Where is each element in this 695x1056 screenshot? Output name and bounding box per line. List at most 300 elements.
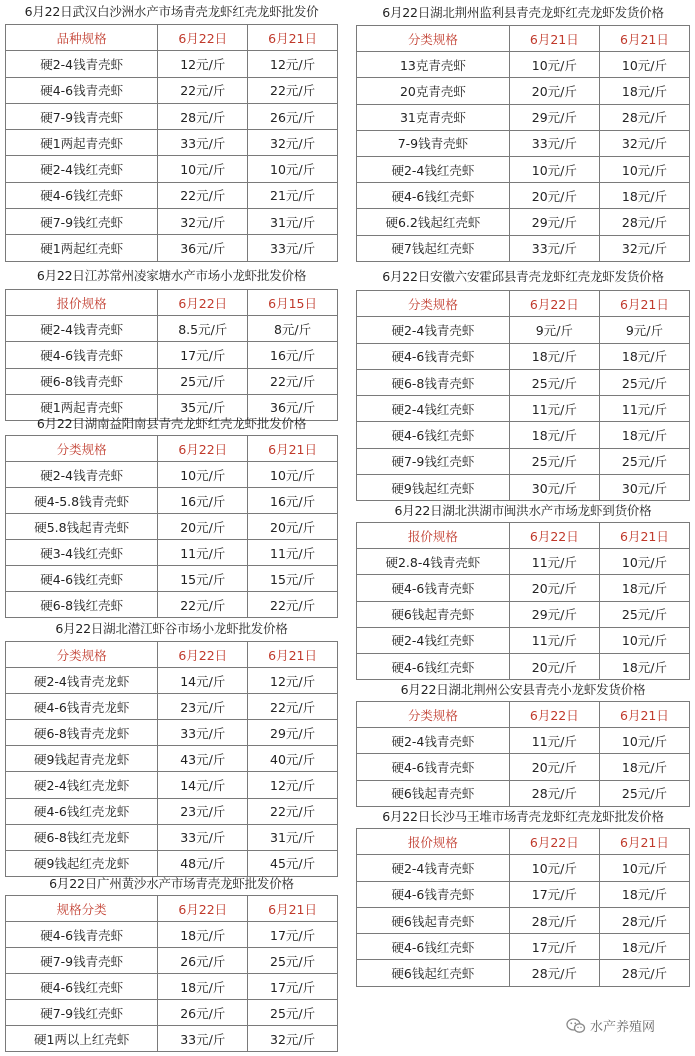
- table-row: [6, 540, 338, 566]
- price-cell: 25元/斤: [599, 369, 689, 395]
- table-row: [357, 235, 690, 261]
- spec-cell: 硬2-4钱青壳虾: [6, 51, 158, 77]
- price-cell: 20元/斤: [509, 183, 599, 209]
- table-row: [357, 907, 690, 933]
- price-cell: 18元/斤: [509, 343, 599, 369]
- price-block: [5, 413, 338, 618]
- price-cell: 28元/斤: [509, 780, 599, 806]
- price-cell: 25元/斤: [509, 369, 599, 395]
- table-row: [357, 754, 690, 780]
- price-cell: 11元/斤: [509, 549, 599, 575]
- price-cell: 14元/斤: [158, 668, 248, 694]
- price-cell: 25元/斤: [509, 448, 599, 474]
- spec-cell: 硬4-6钱青壳虾: [357, 575, 510, 601]
- price-cell: 17元/斤: [509, 934, 599, 960]
- price-cell: 15元/斤: [158, 566, 248, 592]
- price-cell: 18元/斤: [599, 183, 689, 209]
- header-date-cell: 6月22日: [158, 436, 248, 462]
- spec-cell: 硬2-4钱红壳虾: [357, 627, 510, 653]
- spec-cell: 7-9钱青壳虾: [357, 130, 510, 156]
- table-row: [357, 881, 690, 907]
- price-table: [5, 435, 338, 618]
- price-cell: 28元/斤: [509, 907, 599, 933]
- price-cell: 10元/斤: [599, 156, 689, 182]
- price-cell: 10元/斤: [599, 549, 689, 575]
- spec-cell: 硬4-6钱红壳虾: [6, 182, 158, 208]
- price-cell: 20元/斤: [158, 514, 248, 540]
- table-row: [6, 592, 338, 618]
- spec-cell: 硬7-9钱青壳虾: [6, 948, 158, 974]
- table-row: [6, 130, 338, 156]
- table-row: [6, 103, 338, 129]
- price-table: [356, 828, 690, 987]
- price-table: [356, 290, 690, 501]
- price-cell: 33元/斤: [158, 1026, 248, 1052]
- spec-cell: 硬6.2钱起红壳虾: [357, 209, 510, 235]
- price-table: [356, 701, 690, 807]
- table-row: [6, 77, 338, 103]
- spec-cell: 硬4-6钱红壳龙虾: [6, 798, 158, 824]
- price-cell: 21元/斤: [248, 182, 338, 208]
- spec-cell: 硬9钱起红壳龙虾: [6, 850, 158, 876]
- table-row: [6, 462, 338, 488]
- table-row: [6, 51, 338, 77]
- header-date-cell: 6月21日: [599, 26, 689, 52]
- price-cell: 18元/斤: [599, 934, 689, 960]
- block-title: 6月22日安徽六安霍邱县青壳龙虾红壳龙虾发货价格: [382, 269, 664, 284]
- table-row: [357, 575, 690, 601]
- spec-cell: 硬6钱起青壳虾: [357, 780, 510, 806]
- table-header-row: [6, 436, 338, 462]
- price-cell: 16元/斤: [158, 488, 248, 514]
- spec-cell: 硬2-4钱红壳龙虾: [6, 772, 158, 798]
- price-cell: 33元/斤: [509, 235, 599, 261]
- price-cell: 23元/斤: [158, 798, 248, 824]
- price-cell: 10元/斤: [248, 462, 338, 488]
- table-row: [357, 369, 690, 395]
- block-title: 6月22日湖北荆州监利县青壳龙虾红壳龙虾发货价格: [382, 5, 664, 20]
- price-cell: 10元/斤: [599, 728, 689, 754]
- spec-cell: 硬6钱起红壳虾: [357, 960, 510, 986]
- price-table: [5, 641, 338, 877]
- spec-cell: 硬7-9钱红壳虾: [6, 1000, 158, 1026]
- price-cell: 29元/斤: [509, 209, 599, 235]
- table-row: [6, 772, 338, 798]
- block-title: 6月22日湖北潜江虾谷市场小龙虾批发价格: [55, 621, 288, 636]
- price-cell: 10元/斤: [599, 52, 689, 78]
- table-row: [357, 209, 690, 235]
- table-row: [6, 668, 338, 694]
- table-row: [357, 52, 690, 78]
- price-cell: 22元/斤: [158, 77, 248, 103]
- price-cell: 25元/斤: [248, 1000, 338, 1026]
- price-cell: 18元/斤: [509, 422, 599, 448]
- price-cell: 25元/斤: [599, 601, 689, 627]
- spec-cell: 硬4-6钱红壳虾: [357, 422, 510, 448]
- wechat-icon: [566, 1018, 586, 1034]
- price-cell: 10元/斤: [509, 156, 599, 182]
- header-date-cell: 6月22日: [509, 291, 599, 317]
- price-cell: 18元/斤: [158, 922, 248, 948]
- price-cell: 32元/斤: [248, 130, 338, 156]
- price-cell: 48元/斤: [158, 850, 248, 876]
- price-cell: 26元/斤: [158, 948, 248, 974]
- header-date-cell: 6月22日: [509, 702, 599, 728]
- price-cell: 17元/斤: [248, 922, 338, 948]
- price-cell: 16元/斤: [248, 342, 338, 368]
- block-title: 6月22日长沙马王堆市场青壳龙虾红壳龙虾批发价格: [382, 809, 664, 824]
- price-cell: 25元/斤: [158, 368, 248, 394]
- spec-cell: 20克青壳虾: [357, 78, 510, 104]
- price-cell: 35元/斤: [158, 394, 248, 420]
- price-cell: 17元/斤: [509, 881, 599, 907]
- spec-cell: 硬2-4钱红壳虾: [6, 156, 158, 182]
- table-row: [357, 934, 690, 960]
- table-row: [357, 448, 690, 474]
- table-row: [6, 209, 338, 235]
- header-date-cell: 6月22日: [158, 642, 248, 668]
- block-title: 6月22日湖北洪湖市闽洪水产市场龙虾到货价格: [394, 503, 652, 518]
- table-row: [6, 694, 338, 720]
- header-date-cell: 6月22日: [158, 896, 248, 922]
- spec-cell: 硬4-6钱青壳龙虾: [6, 694, 158, 720]
- price-cell: 20元/斤: [509, 575, 599, 601]
- price-table: [5, 895, 338, 1052]
- spec-cell: 硬4-6钱青壳虾: [357, 881, 510, 907]
- block-title: 6月22日武汉白沙洲水产市场青壳龙虾红壳龙虾批发价: [24, 4, 319, 19]
- header-spec-cell: 报价规格: [357, 829, 510, 855]
- price-cell: 12元/斤: [158, 51, 248, 77]
- price-cell: 11元/斤: [509, 627, 599, 653]
- price-cell: 10元/斤: [599, 627, 689, 653]
- price-block: [356, 264, 690, 501]
- price-cell: 36元/斤: [248, 394, 338, 420]
- price-cell: 30元/斤: [599, 475, 689, 501]
- spec-cell: 硬6-8钱青壳龙虾: [6, 720, 158, 746]
- block-title: 6月22日江苏常州凌家塘水产市场小龙虾批发价格: [36, 268, 307, 283]
- price-cell: 22元/斤: [248, 368, 338, 394]
- price-cell: 32元/斤: [599, 235, 689, 261]
- price-cell: 20元/斤: [509, 653, 599, 679]
- spec-cell: 硬2-4钱红壳虾: [357, 156, 510, 182]
- header-date-cell: 6月22日: [158, 25, 248, 51]
- price-cell: 11元/斤: [158, 540, 248, 566]
- price-cell: 25元/斤: [248, 948, 338, 974]
- table-row: [357, 78, 690, 104]
- price-cell: 20元/斤: [248, 514, 338, 540]
- table-row: [6, 342, 338, 368]
- price-cell: 10元/斤: [158, 462, 248, 488]
- price-cell: 33元/斤: [248, 235, 338, 261]
- price-cell: 16元/斤: [248, 488, 338, 514]
- spec-cell: 硬4-6钱红壳虾: [6, 566, 158, 592]
- spec-cell: 硬2-4钱青壳虾: [6, 462, 158, 488]
- spec-cell: 硬6钱起青壳虾: [357, 601, 510, 627]
- price-cell: 10元/斤: [509, 52, 599, 78]
- price-cell: 9元/斤: [599, 317, 689, 343]
- spec-cell: 硬1两起青壳虾: [6, 394, 158, 420]
- table-row: [6, 948, 338, 974]
- table-row: [6, 922, 338, 948]
- price-table: [356, 25, 690, 262]
- table-row: [357, 728, 690, 754]
- spec-cell: 硬7钱起红壳虾: [357, 235, 510, 261]
- header-date-cell: 6月22日: [509, 829, 599, 855]
- table-header-row: [6, 642, 338, 668]
- table-header-row: [357, 523, 690, 549]
- spec-cell: 硬4-6钱红壳虾: [357, 653, 510, 679]
- spec-cell: 硬2-4钱青壳虾: [6, 316, 158, 342]
- price-cell: 28元/斤: [599, 104, 689, 130]
- table-row: [357, 343, 690, 369]
- price-cell: 18元/斤: [599, 422, 689, 448]
- block-title: 6月22日广州黄沙水产市场青壳龙虾批发价格: [49, 876, 294, 891]
- price-cell: 26元/斤: [248, 103, 338, 129]
- spec-cell: 硬6-8钱青壳虾: [6, 368, 158, 394]
- header-date-cell: 6月21日: [248, 436, 338, 462]
- price-cell: 22元/斤: [248, 694, 338, 720]
- table-row: [357, 855, 690, 881]
- price-cell: 29元/斤: [509, 601, 599, 627]
- price-cell: 28元/斤: [599, 960, 689, 986]
- spec-cell: 硬4-6钱青壳虾: [6, 922, 158, 948]
- spec-cell: 硬4-6钱红壳虾: [357, 934, 510, 960]
- price-cell: 11元/斤: [509, 728, 599, 754]
- header-date-cell: 6月21日: [599, 291, 689, 317]
- price-cell: 33元/斤: [158, 720, 248, 746]
- table-header-row: [6, 290, 338, 316]
- spec-cell: 硬4-6钱红壳虾: [357, 183, 510, 209]
- table-row: [6, 746, 338, 772]
- table-header-row: [357, 291, 690, 317]
- price-cell: 14元/斤: [158, 772, 248, 798]
- price-cell: 28元/斤: [599, 209, 689, 235]
- table-header-row: [6, 25, 338, 51]
- price-cell: 12元/斤: [248, 51, 338, 77]
- spec-cell: 硬2-4钱青壳虾: [357, 728, 510, 754]
- price-block: [5, 263, 338, 421]
- spec-cell: 硬5.8钱起青壳虾: [6, 514, 158, 540]
- table-row: [357, 601, 690, 627]
- price-cell: 8元/斤: [248, 316, 338, 342]
- price-table: [356, 522, 690, 680]
- table-row: [357, 104, 690, 130]
- price-cell: 11元/斤: [509, 396, 599, 422]
- price-block: [356, 805, 690, 987]
- header-date-cell: 6月22日: [509, 523, 599, 549]
- price-cell: 18元/斤: [158, 974, 248, 1000]
- price-block: [5, 872, 338, 1052]
- price-cell: 18元/斤: [599, 881, 689, 907]
- price-cell: 28元/斤: [158, 103, 248, 129]
- price-cell: 9元/斤: [509, 317, 599, 343]
- header-date-cell: 6月21日: [248, 25, 338, 51]
- table-header-row: [357, 26, 690, 52]
- table-row: [357, 422, 690, 448]
- spec-cell: 硬4-6钱青壳虾: [357, 343, 510, 369]
- table-row: [357, 627, 690, 653]
- header-date-cell: 6月21日: [509, 26, 599, 52]
- spec-cell: 硬2-4钱青壳虾: [357, 855, 510, 881]
- price-cell: 12元/斤: [248, 772, 338, 798]
- price-cell: 22元/斤: [248, 798, 338, 824]
- header-date-cell: 6月21日: [248, 642, 338, 668]
- price-cell: 36元/斤: [158, 235, 248, 261]
- spec-cell: 硬1两起青壳虾: [6, 130, 158, 156]
- table-row: [6, 514, 338, 540]
- table-row: [357, 653, 690, 679]
- price-cell: 23元/斤: [158, 694, 248, 720]
- price-cell: 26元/斤: [158, 1000, 248, 1026]
- price-cell: 12元/斤: [248, 668, 338, 694]
- price-cell: 8.5元/斤: [158, 316, 248, 342]
- price-cell: 43元/斤: [158, 746, 248, 772]
- table-row: [6, 824, 338, 850]
- table-header-row: [357, 829, 690, 855]
- spec-cell: 硬4-6钱红壳虾: [6, 974, 158, 1000]
- spec-cell: 硬7-9钱青壳虾: [6, 103, 158, 129]
- spec-cell: 硬2-4钱青壳龙虾: [6, 668, 158, 694]
- spec-cell: 31克青壳虾: [357, 104, 510, 130]
- price-cell: 28元/斤: [599, 907, 689, 933]
- price-cell: 20元/斤: [509, 78, 599, 104]
- header-date-cell: 6月15日: [248, 290, 338, 316]
- price-cell: 10元/斤: [599, 855, 689, 881]
- price-cell: 31元/斤: [248, 209, 338, 235]
- table-header-row: [6, 896, 338, 922]
- table-row: [6, 488, 338, 514]
- price-cell: 31元/斤: [248, 824, 338, 850]
- price-cell: 18元/斤: [599, 575, 689, 601]
- table-row: [6, 368, 338, 394]
- table-row: [6, 235, 338, 261]
- header-spec-cell: 规格分类: [6, 896, 158, 922]
- price-cell: 15元/斤: [248, 566, 338, 592]
- block-title: 6月22日湖南益阳南县青壳龙虾红壳龙虾批发价格: [36, 416, 307, 431]
- spec-cell: 13克青壳虾: [357, 52, 510, 78]
- table-row: [6, 798, 338, 824]
- price-cell: 11元/斤: [599, 396, 689, 422]
- table-row: [357, 396, 690, 422]
- price-cell: 29元/斤: [248, 720, 338, 746]
- table-row: [357, 183, 690, 209]
- header-date-cell: 6月22日: [158, 290, 248, 316]
- spec-cell: 硬1两起红壳虾: [6, 235, 158, 261]
- table-row: [357, 475, 690, 501]
- price-cell: 18元/斤: [599, 78, 689, 104]
- header-spec-cell: 报价规格: [357, 523, 510, 549]
- price-cell: 17元/斤: [248, 974, 338, 1000]
- header-date-cell: 6月21日: [248, 896, 338, 922]
- table-row: [6, 1026, 338, 1052]
- header-spec-cell: 分类规格: [357, 702, 510, 728]
- spec-cell: 硬4-6钱青壳虾: [6, 342, 158, 368]
- price-block: [356, 679, 690, 807]
- spec-cell: 硬6-8钱红壳龙虾: [6, 824, 158, 850]
- table-row: [357, 549, 690, 575]
- header-spec-cell: 分类规格: [357, 291, 510, 317]
- table-row: [6, 182, 338, 208]
- spec-cell: 硬6-8钱青壳虾: [357, 369, 510, 395]
- table-row: [6, 566, 338, 592]
- price-cell: 33元/斤: [509, 130, 599, 156]
- spec-cell: 硬6钱起青壳虾: [357, 907, 510, 933]
- spec-cell: 硬7-9钱红壳虾: [357, 448, 510, 474]
- price-cell: 40元/斤: [248, 746, 338, 772]
- header-spec-cell: 分类规格: [6, 436, 158, 462]
- spec-cell: 硬7-9钱红壳虾: [6, 209, 158, 235]
- spec-cell: 硬9钱起红壳虾: [357, 475, 510, 501]
- table-row: [6, 1000, 338, 1026]
- spec-cell: 硬3-4钱红壳虾: [6, 540, 158, 566]
- price-cell: 25元/斤: [599, 448, 689, 474]
- price-block: [356, 500, 690, 680]
- price-block: [5, 0, 338, 262]
- block-title: 6月22日湖北荆州公安县青壳小龙虾发货价格: [400, 682, 646, 697]
- header-spec-cell: 分类规格: [357, 26, 510, 52]
- price-cell: 17元/斤: [158, 342, 248, 368]
- header-spec-cell: 品种规格: [6, 25, 158, 51]
- price-block: [356, 0, 690, 262]
- price-cell: 45元/斤: [248, 850, 338, 876]
- price-cell: 10元/斤: [248, 156, 338, 182]
- table-row: [6, 316, 338, 342]
- spec-cell: 硬4-5.8钱青壳虾: [6, 488, 158, 514]
- watermark: [566, 1016, 655, 1035]
- price-cell: 32元/斤: [599, 130, 689, 156]
- price-cell: 32元/斤: [248, 1026, 338, 1052]
- table-row: [357, 156, 690, 182]
- header-spec-cell: 报价规格: [6, 290, 158, 316]
- spec-cell: 硬9钱起青壳龙虾: [6, 746, 158, 772]
- price-cell: 33元/斤: [158, 824, 248, 850]
- header-date-cell: 6月21日: [599, 523, 689, 549]
- table-row: [357, 780, 690, 806]
- price-cell: 25元/斤: [599, 780, 689, 806]
- table-row: [6, 720, 338, 746]
- spec-cell: 硬1两以上红壳虾: [6, 1026, 158, 1052]
- price-cell: 22元/斤: [248, 592, 338, 618]
- table-row: [6, 974, 338, 1000]
- table-row: [357, 960, 690, 986]
- price-cell: 30元/斤: [509, 475, 599, 501]
- price-cell: 18元/斤: [599, 343, 689, 369]
- price-cell: 22元/斤: [248, 77, 338, 103]
- price-cell: 20元/斤: [509, 754, 599, 780]
- header-date-cell: 6月21日: [599, 829, 689, 855]
- spec-cell: 硬4-6钱青壳虾: [357, 754, 510, 780]
- header-spec-cell: 分类规格: [6, 642, 158, 668]
- price-cell: 18元/斤: [599, 653, 689, 679]
- table-row: [6, 156, 338, 182]
- price-cell: 18元/斤: [599, 754, 689, 780]
- price-cell: 11元/斤: [248, 540, 338, 566]
- price-cell: 10元/斤: [509, 855, 599, 881]
- spec-cell: 硬2-4钱青壳虾: [357, 317, 510, 343]
- spec-cell: 硬2-4钱红壳虾: [357, 396, 510, 422]
- price-table: [5, 24, 338, 262]
- table-row: [357, 317, 690, 343]
- spec-cell: 硬4-6钱青壳虾: [6, 77, 158, 103]
- header-date-cell: 6月21日: [599, 702, 689, 728]
- price-cell: 32元/斤: [158, 209, 248, 235]
- spec-cell: 硬6-8钱红壳虾: [6, 592, 158, 618]
- price-cell: 22元/斤: [158, 182, 248, 208]
- table-header-row: [357, 702, 690, 728]
- price-cell: 28元/斤: [509, 960, 599, 986]
- price-cell: 10元/斤: [158, 156, 248, 182]
- table-row: [357, 130, 690, 156]
